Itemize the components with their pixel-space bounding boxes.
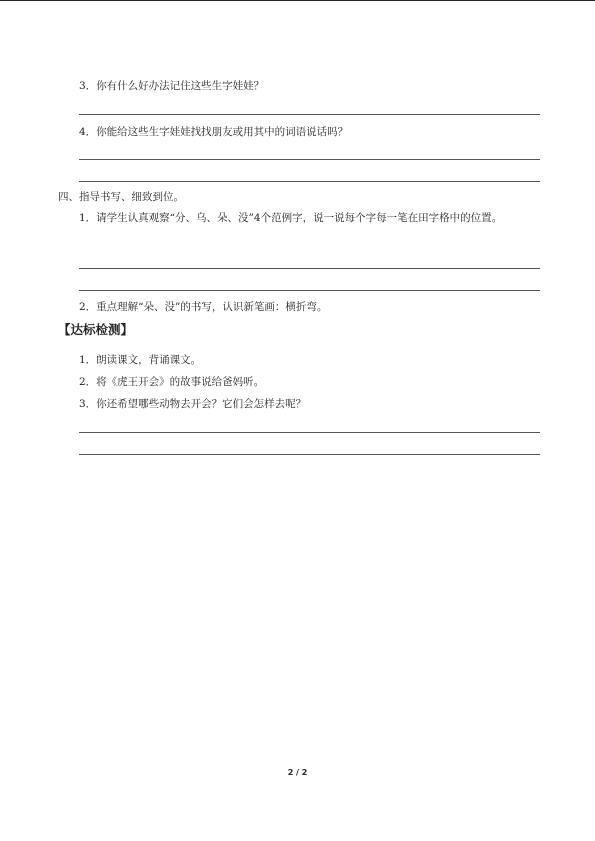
check-item-3: 3．你还希望哪些动物去开会？它们会怎样去呢？ (79, 398, 307, 410)
answer-line (79, 114, 540, 115)
question-3: 3．你有什么好办法记住这些生字娃娃？ (79, 80, 265, 92)
section-4-item-2: 2．重点理解“朵、没”的书写，认识新笔画：横折弯。 (79, 301, 328, 313)
check-item-2: 2．将《虎王开会》的故事说给爸妈听。 (79, 376, 265, 388)
header-rule (0, 0, 595, 1)
page-number: 2 / 2 (287, 768, 308, 777)
answer-line (79, 181, 540, 182)
check-title: 【达标检测】 (58, 322, 134, 337)
answer-line (79, 159, 540, 160)
section-4-title: 四、指导书写、细致到位。 (58, 191, 184, 203)
section-4-item-1: 1．请学生认真观察“分、乌、朵、没”4个范例字，说一说每个字每一笔在田字格中的位置。 (79, 212, 503, 224)
answer-line (79, 454, 540, 455)
answer-line (79, 268, 540, 269)
answer-line (79, 432, 540, 433)
check-item-1: 1．朗读课文，背诵课文。 (79, 354, 202, 366)
question-4: 4．你能给这些生字娃娃找找朋友或用其中的词语说话吗？ (79, 126, 349, 138)
answer-line (79, 290, 540, 291)
